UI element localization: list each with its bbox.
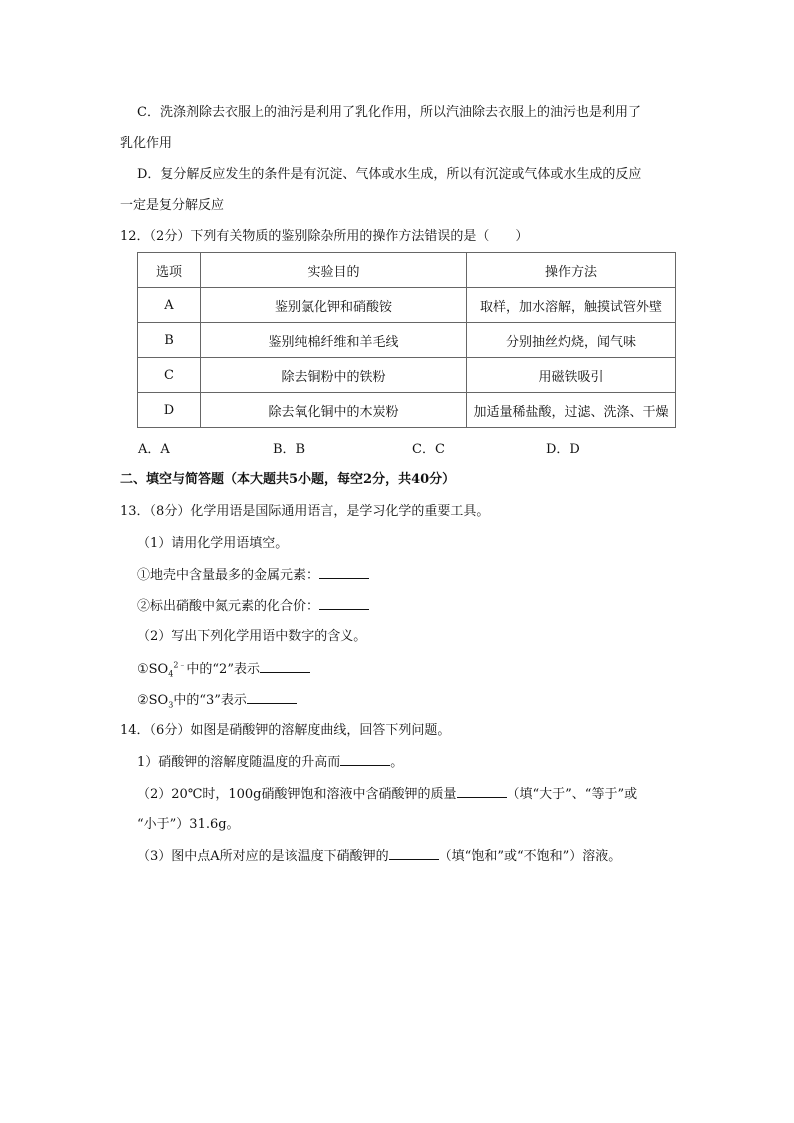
q14-part3-text: （3）图中点A所对应的是该温度下硝酸钾的 [137, 849, 389, 864]
q13-item4-text: 中的“3”表示 [173, 693, 247, 708]
q13-item2-text: ②标出硝酸中氮元素的化合价： [137, 599, 320, 614]
answer-blank[interactable] [319, 597, 369, 610]
formula-so3: ②SO [137, 693, 169, 708]
answer-option-a[interactable]: A．A [138, 442, 170, 457]
q11-option-c-line2: 乳化作用 [120, 136, 173, 151]
q13-item2 [137, 597, 369, 616]
row-c-option: C [138, 358, 201, 393]
row-b-method: 分别抽丝灼烧，闻气味 [467, 323, 676, 358]
formula-subscript: 3 [168, 700, 174, 710]
q14-part3 [137, 847, 621, 866]
answer-blank[interactable] [260, 660, 310, 673]
q13-item3 [137, 660, 310, 679]
q13-item1 [137, 566, 369, 585]
row-a-purpose: 鉴别氯化钾和硝酸铵 [201, 288, 467, 323]
answer-blank[interactable] [319, 566, 369, 579]
answer-option-d[interactable]: D．D [546, 442, 580, 457]
header-purpose: 实验目的 [201, 253, 467, 288]
q14-part2-hint: （填“大于”、“等于”或 [506, 787, 638, 802]
header-option: 选项 [138, 253, 201, 288]
q13-part2: （2）写出下列化学用语中数字的含义。 [137, 629, 367, 644]
answer-blank[interactable] [247, 691, 297, 704]
table-row [138, 323, 676, 358]
row-d-method: 加适量稀盐酸，过滤、洗涤、干燥 [467, 393, 676, 428]
q13-item3-text: 中的“2”表示 [186, 662, 260, 677]
q14-part2-text: （2）20℃时，100g硝酸钾饱和溶液中含硝酸钾的质量 [137, 787, 457, 802]
q13-stem: 13．（8分）化学用语是国际通用语言，是学习化学的重要工具。 [120, 504, 490, 519]
q14-part2 [137, 785, 637, 804]
q13-item4 [137, 691, 297, 710]
answer-option-b[interactable]: B．B [273, 442, 306, 457]
table-header-row [138, 253, 676, 288]
q12-table [137, 252, 676, 428]
formula-subscript: 4 [168, 669, 174, 679]
q14-part3-hint: （填“饱和”或“不饱和”）溶液。 [438, 849, 622, 864]
q11-option-d-line2: 一定是复分解反应 [120, 198, 225, 213]
q12-stem: 12．（2分）下列有关物质的鉴别除杂所用的操作方法错误的是（ ） [120, 229, 529, 244]
row-d-option: D [138, 393, 201, 428]
table-row [138, 358, 676, 393]
row-c-method: 用磁铁吸引 [467, 358, 676, 393]
q13-part1: （1）请用化学用语填空。 [137, 536, 289, 551]
q14-part1-end: 。 [390, 755, 404, 770]
q13-item1-text: ①地壳中含量最多的金属元素： [137, 568, 320, 583]
section-heading: 二、填空与简答题（本大题共5小题，每空2分，共40分） [120, 472, 456, 487]
answer-option-c[interactable]: C．C [412, 442, 445, 457]
formula-so4: ①SO [137, 662, 169, 677]
row-a-method: 取样，加水溶解，触摸试管外壁 [467, 288, 676, 323]
q11-option-d-line1: D．复分解反应发生的条件是有沉淀、气体或水生成，所以有沉淀或气体或水生成的反应 [137, 167, 642, 182]
q11-option-c-line1: C．洗涤剂除去衣服上的油污是利用了乳化作用，所以汽油除去衣服上的油污也是利用了 [137, 105, 641, 120]
header-method: 操作方法 [467, 253, 676, 288]
row-b-option: B [138, 323, 201, 358]
answer-blank[interactable] [457, 785, 507, 798]
answer-blank[interactable] [340, 753, 390, 766]
answer-blank[interactable] [389, 847, 439, 860]
q14-part1 [137, 753, 403, 772]
row-c-purpose: 除去铜粉中的铁粉 [201, 358, 467, 393]
row-d-purpose: 除去氧化铜中的木炭粉 [201, 393, 467, 428]
q14-part1-text: 1）硝酸钾的溶解度随温度的升高而 [137, 755, 341, 770]
row-a-option: A [138, 288, 201, 323]
table-row [138, 393, 676, 428]
formula-charge: 2﹣ [173, 660, 187, 670]
q14-stem: 14．（6分）如图是硝酸钾的溶解度曲线，回答下列问题。 [120, 723, 451, 738]
table-row [138, 288, 676, 323]
q14-part2-line2: “小于”）31.6g。 [137, 817, 240, 832]
row-b-purpose: 鉴别纯棉纤维和羊毛线 [201, 323, 467, 358]
